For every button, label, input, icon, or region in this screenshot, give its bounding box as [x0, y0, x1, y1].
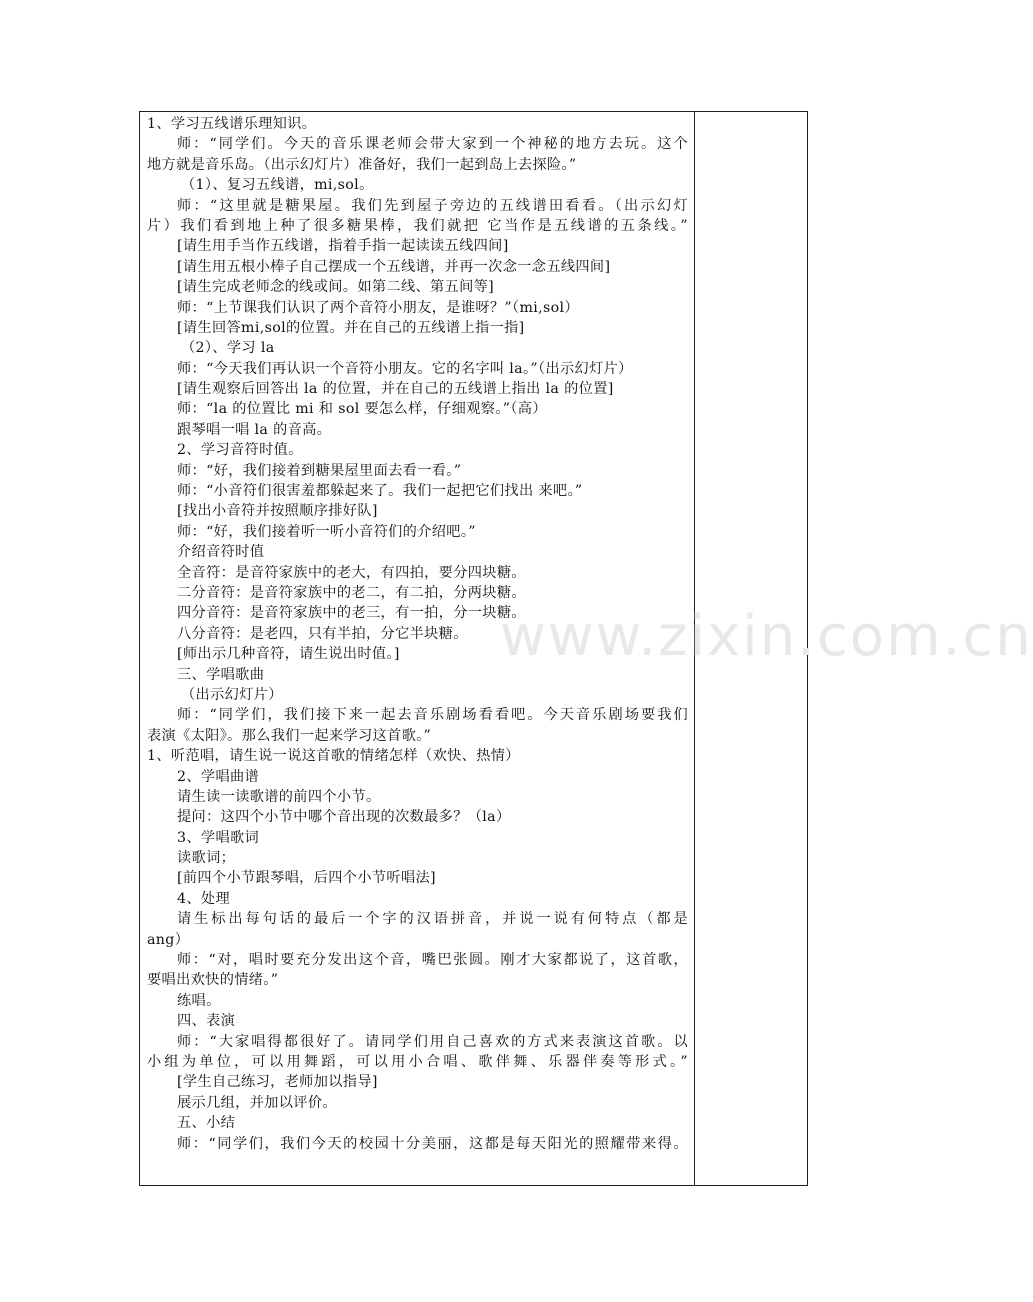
content-line: 师：“上节课我们认识了两个音符小朋友，是谁呀？”（mi,sol） — [177, 299, 579, 316]
content-line: [找出小音符并按照顺序排好队] — [177, 503, 378, 520]
content-line: 五、小结 — [177, 1115, 236, 1132]
content-line: （1）、复习五线谱，mi,sol。 — [181, 177, 374, 194]
content-line: 师：“同学们。今天的音乐课老师会带大家到一个神秘的地方去玩。这个 — [177, 136, 688, 153]
content-line: 片）我们看到地上种了很多糖果棒，我们就把 它当作是五线谱的五条线。” — [147, 217, 688, 234]
lesson-plan-table — [139, 111, 808, 1186]
content-line: [学生自己练习，老师加以指导] — [177, 1074, 378, 1091]
content-line: 师：“好，我们接着听一听小音符们的介绍吧。” — [177, 523, 476, 540]
content-line: （出示幻灯片） — [181, 686, 283, 703]
lesson-content-cell — [140, 112, 694, 1154]
content-line: 师：“同学们，我们今天的校园十分美丽，这都是每天阳光的照耀带来得。 — [177, 1135, 688, 1152]
content-line: 1、学习五线谱乐理知识。 — [147, 116, 317, 132]
content-line: ang） — [147, 931, 190, 948]
content-line: [请生用手当作五线谱，指着手指一起读读五线四间] — [177, 238, 509, 255]
content-line: [请生观察后回答出 la 的位置，并在自己的五线谱上指出 la 的位置] — [177, 381, 614, 398]
content-line: [请生回答mi,sol的位置。并在自己的五线谱上指一指] — [177, 319, 525, 336]
content-line: 师：“la 的位置比 mi 和 sol 要怎么样，仔细观察。”（高） — [177, 401, 547, 418]
content-line: 表演《太阳》。那么我们一起来学习这首歌。” — [147, 727, 432, 744]
content-line: 师：“今天我们再认识一个音符小朋友。它的名字叫 la。”（出示幻灯片） — [177, 360, 633, 377]
content-line: 二分音符：是音符家族中的老二，有二拍，分两块糖。 — [177, 584, 526, 601]
content-line: 请生标出每句话的最后一个字的汉语拼音，并说一说有何特点（都是 — [177, 911, 688, 928]
content-line: 1、听范唱，请生说一说这首歌的情绪怎样（欢快、热情） — [147, 748, 520, 765]
content-line: 跟琴唱一唱 la 的音高。 — [177, 421, 332, 438]
content-line: 三、学唱歌曲 — [177, 666, 265, 683]
content-line: 师：“大家唱得都很好了。请同学们用自己喜欢的方式来表演这首歌。以 — [177, 1033, 688, 1050]
content-line: 小组为单位，可以用舞蹈，可以用小合唱、歌伴舞、乐器伴奏等形式。” — [147, 1053, 688, 1070]
content-line: 师：“好，我们接着到糖果屋里面去看一看。” — [177, 462, 462, 479]
content-line: 四分音符：是音符家族中的老三，有一拍，分一块糖。 — [177, 605, 526, 622]
content-line: 师：“同学们，我们接下来一起去音乐剧场看看吧。今天音乐剧场要我们 — [177, 707, 688, 724]
content-line: 读歌词； — [177, 850, 236, 867]
content-line: 地方就是音乐岛。（出示幻灯片）准备好，我们一起到岛上去探险。” — [147, 156, 577, 173]
content-line: 2、学习音符时值。 — [177, 442, 303, 459]
content-line: [请生完成老师念的线或间。如第二线、第五间等] — [177, 279, 495, 296]
content-line: [前四个小节跟琴唱，后四个小节听唱法] — [177, 870, 436, 887]
watermark: www.zixin.com.cn — [500, 604, 1033, 669]
content-line: 师：“小音符们很害羞都躲起来了。我们一起把它们找出 来吧。” — [177, 483, 583, 500]
content-line: 师：“这里就是糖果屋。我们先到屋子旁边的五线谱田看看。（出示幻灯 — [177, 197, 688, 214]
content-line: 提问：这四个小节中哪个音出现的次数最多？（la） — [177, 809, 511, 826]
content-line: [请生用五根小棒子自己摆成一个五线谱，并再一次念一念五线四间] — [177, 258, 611, 275]
content-line: 介绍音符时值 — [177, 544, 265, 561]
content-line: 3、学唱歌词 — [177, 829, 260, 846]
content-line: 请生读一读歌谱的前四个小节。 — [177, 788, 381, 805]
content-line: 4、处理 — [177, 890, 230, 907]
content-line: 师：“对，唱时要充分发出这个音，嘴巴张圆。刚才大家都说了，这首歌， — [177, 952, 688, 969]
content-line: 展示几组，并加以评价。 — [177, 1094, 337, 1111]
content-line: 2、学唱曲谱 — [177, 768, 260, 785]
content-line: [师出示几种音符，请生说出时值。] — [177, 646, 400, 663]
notes-column-cell — [695, 112, 807, 1185]
content-line: 八分音符：是老四，只有半拍，分它半块糖。 — [177, 625, 468, 642]
content-line: 练唱。 — [177, 992, 221, 1009]
content-line: （2）、学习 la — [181, 340, 275, 357]
content-line: 要唱出欢快的情绪。” — [147, 972, 279, 989]
content-line: 全音符：是音符家族中的老大，有四拍，要分四块糖。 — [177, 564, 526, 581]
content-line: 四、表演 — [177, 1013, 236, 1030]
